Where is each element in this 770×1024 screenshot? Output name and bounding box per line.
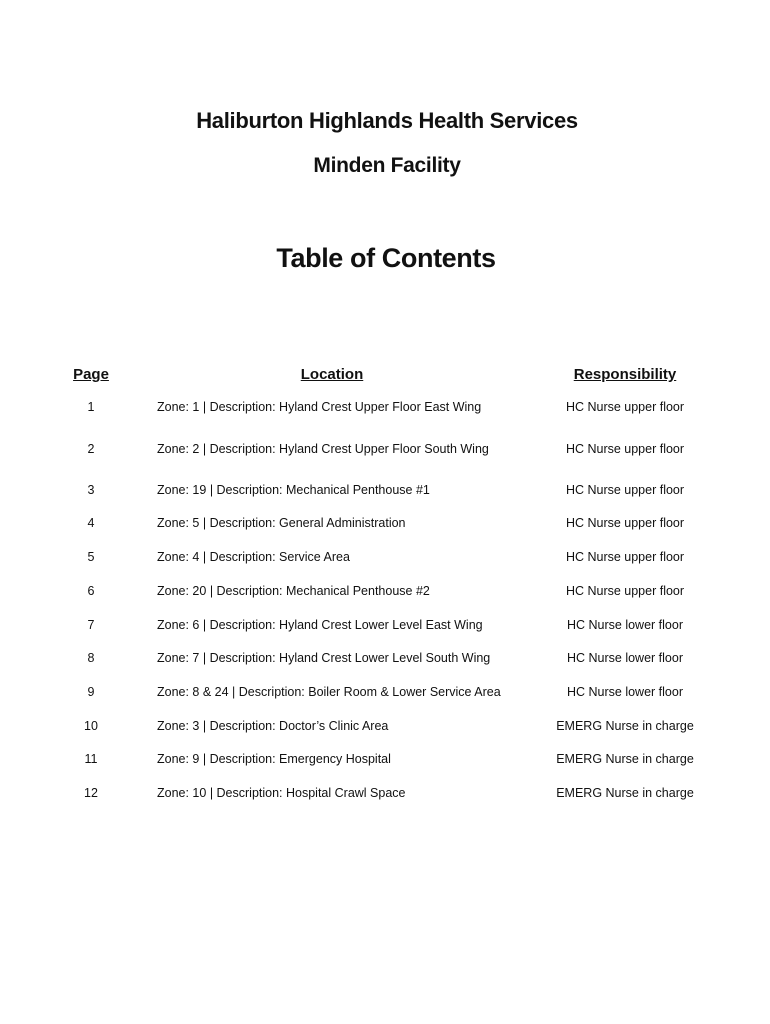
page-number: 10 [84, 719, 98, 733]
page-number: 4 [87, 516, 95, 530]
page-number: 8 [87, 651, 95, 665]
page-number: 12 [84, 786, 98, 800]
responsibility-text: HC Nurse lower floor [566, 618, 683, 632]
responsibility-text: EMERG Nurse in charge [556, 786, 694, 800]
toc-row [0, 584, 770, 604]
toc-row [0, 651, 770, 671]
responsibility-text: HC Nurse upper floor [565, 483, 685, 497]
location-text: Zone: 6 | Description: Hyland Crest Lower Level East Wing [157, 618, 483, 632]
page-number: 2 [87, 442, 95, 456]
toc-row [0, 685, 770, 705]
location-text: Zone: 2 | Description: Hyland Crest Upper Floor South Wing [157, 442, 489, 456]
page-number: 11 [84, 752, 98, 766]
location-text: Zone: 7 | Description: Hyland Crest Lower Level South Wing [157, 651, 491, 665]
page-number: 1 [87, 400, 95, 414]
responsibility-text: HC Nurse upper floor [565, 550, 685, 564]
facility-title: Minden Facility [313, 154, 461, 177]
responsibility-text: HC Nurse upper floor [565, 442, 685, 456]
responsibility-text: EMERG Nurse in charge [556, 719, 694, 733]
toc-row [0, 719, 770, 739]
page-number: 7 [87, 618, 95, 632]
page-number: 5 [87, 550, 95, 564]
column-header-page: Page [73, 366, 109, 383]
toc-row [0, 618, 770, 638]
toc-row [0, 400, 770, 420]
location-text: Zone: 8 & 24 | Description: Boiler Room & Lower Service Area [157, 685, 501, 699]
location-text: Zone: 5 | Description: General Administration [157, 516, 406, 530]
page-number: 3 [87, 483, 95, 497]
page-number: 9 [87, 685, 95, 699]
location-text: Zone: 3 | Description: Doctor’s Clinic Area [157, 719, 389, 733]
column-header-responsibility: Responsibility [573, 366, 677, 383]
toc-row [0, 442, 770, 462]
responsibility-text: EMERG Nurse in charge [556, 752, 694, 766]
location-text: Zone: 20 | Description: Mechanical Penthouse #2 [157, 584, 430, 598]
responsibility-text: HC Nurse lower floor [566, 651, 683, 665]
organization-title: Haliburton Highlands Health Services [196, 108, 578, 133]
page-number: 6 [87, 584, 95, 598]
toc-row [0, 550, 770, 570]
responsibility-text: HC Nurse lower floor [566, 685, 683, 699]
location-text: Zone: 10 | Description: Hospital Crawl Space [157, 786, 406, 800]
responsibility-text: HC Nurse upper floor [565, 400, 685, 414]
location-text: Zone: 1 | Description: Hyland Crest Upper Floor East Wing [157, 400, 482, 414]
location-text: Zone: 4 | Description: Service Area [157, 550, 350, 564]
toc-row [0, 786, 770, 806]
column-header-location: Location [300, 366, 364, 383]
responsibility-text: HC Nurse upper floor [565, 584, 685, 598]
toc-row [0, 483, 770, 503]
responsibility-text: HC Nurse upper floor [565, 516, 685, 530]
location-text: Zone: 9 | Description: Emergency Hospital [157, 752, 391, 766]
location-text: Zone: 19 | Description: Mechanical Penthouse #1 [157, 483, 430, 497]
toc-row [0, 516, 770, 536]
page-title: Table of Contents [276, 243, 496, 273]
toc-row [0, 752, 770, 772]
